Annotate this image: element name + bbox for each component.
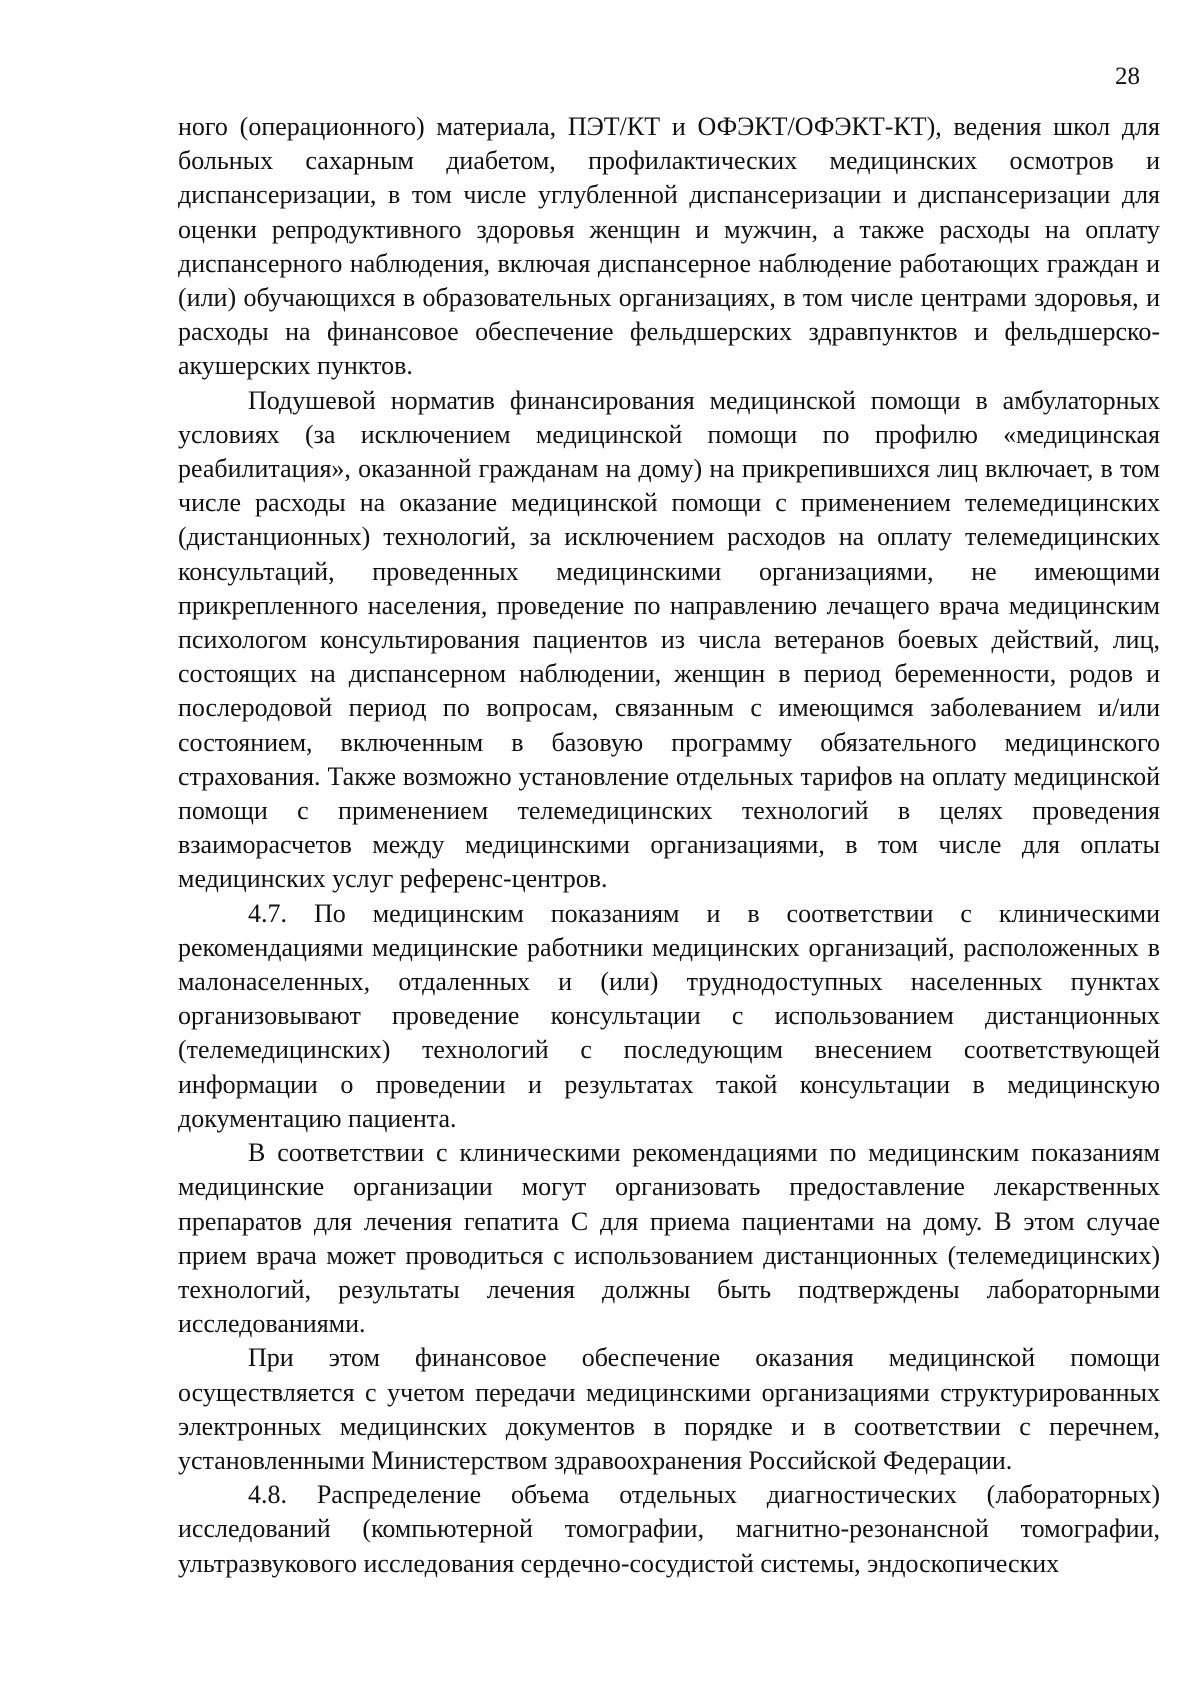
paragraph-financing: При этом финансовое обеспечение оказания медицинской помощи осуществляется с учетом передачи медицинскими организациями структурированных электронных медицинских документов в порядке и в соответствии с перечнем, установленными Министерством здравоохранения Российской Федерации. <box>178 1343 1160 1475</box>
paragraph-hepatitis-c: В соответствии с клиническими рекомендациями по медицинским показаниям медицинские организации могут организовать предоставление лекарственных препаратов для лечения гепатита С для приема пациентами на дому. В этом случае прием врача может проводиться с использованием дистанционных (телемедицинских) технологий, результаты лечения должны быть подтверждены лабораторными исследованиями. <box>178 1138 1160 1339</box>
paragraph-continuation: ного (операционного) материала, ПЭТ/КТ и ОФЭКТ/ОФЭКТ-КТ), ведения школ для больных сахарным диабетом, профилактических медицинских осмотров и диспансеризации, в том числе углубленной диспансеризации и диспансеризации для оценки репродуктивного здоровья женщин и мужчин, а также расходы на оплату диспансерного наблюдения, включая диспансерное наблюдение работающих граждан и (или) обучающихся в образовательных организациях, в том числе центрами здоровья, и расходы на финансовое обеспечение фельдшерских здравпунктов и фельдшерско-акушерских пунктов. <box>178 112 1160 381</box>
paragraph-per-capita-standard: Подушевой норматив финансирования медицинской помощи в амбулаторных условиях (за исключением медицинской помощи по профилю «медицинская реабилитация», оказанной гражданам на дому) на прикрепившихся лиц включает, в том числе расходы на оказание медицинской помощи с применением телемедицинских (дистанционных) технологий, за исключением расходов на оплату телемедицинских консультаций, проведенных медицинскими организациями, не имеющими прикрепленного населения, проведение по направлению лечащего врача медицинским психологом консультирования пациентов из числа ветеранов боевых действий, лиц, состоящих на диспансерном наблюдении, женщин в период беременности, родов и послеродовой период по вопросам, связанным с имеющимся заболеванием и/или состоянием, включенным в базовую программу обязательного медицинского страхования. Также возможно установление отдельных тарифов на оплату медицинской помощи с применением телемедицинских технологий в целях проведения взаиморасчетов между медицинскими организациями, в том числе для оплаты медицинских услуг референс-центров. <box>178 385 1160 894</box>
page-number: 28 <box>1115 63 1140 90</box>
paragraph-section-4-8: 4.8. Распределение объема отдельных диагностических (лабораторных) исследований (компьютерной томографии, магнитно-резонансной томографии, ультразвукового исследования сердечно-сосудистой системы, эндоскопических <box>178 1480 1160 1578</box>
document-body <box>178 110 1160 1581</box>
paragraph-section-4-7: 4.7. По медицинским показаниям и в соответствии с клиническими рекомендациями медицинские работники медицинских организаций, расположенных в малонаселенных, отдаленных и (или) труднодоступных населенных пунктах организовывают проведение консультации с использованием дистанционных (телемедицинских) технологий с последующим внесением соответствующей информации о проведении и результатах такой консультации в медицинскую документацию пациента. <box>178 898 1160 1133</box>
